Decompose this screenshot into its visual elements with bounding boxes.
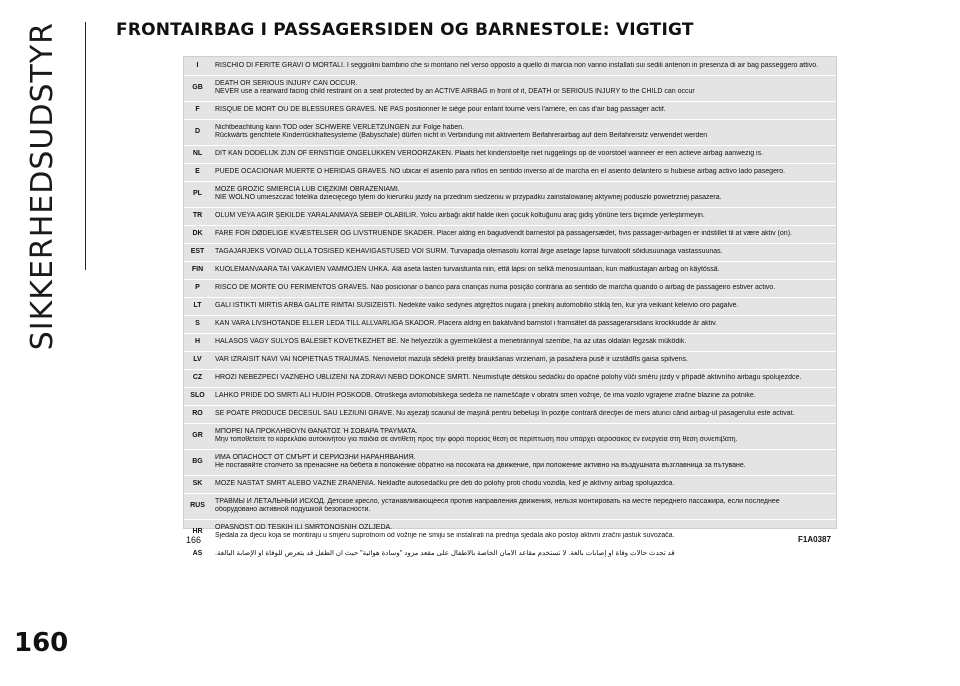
table-row — [184, 369, 836, 387]
warning-line: KAN VARA LIVSHOTANDE ELLER LEDA TILL ALLVARLIGA SKADOR. Placera aldrig en bakåtvänd barnstol i framsätet då passagerarsidans krockkudde är aktiv. — [215, 319, 718, 327]
table-row — [184, 181, 836, 207]
warning-text — [211, 423, 836, 449]
language-code: LT — [184, 297, 211, 315]
language-code: DK — [184, 225, 211, 243]
table-row — [184, 519, 836, 545]
warning-text — [211, 351, 836, 369]
warning-line: SE POATE PRODUCE DECESUL SAU LEZIUNI GRAVE. Nu aşezaţi scaunul de maşină pentru bebeluşi în poziţie contrară direcţiei de mers atunci când airbag-ul pasagerului este activat. — [215, 409, 795, 417]
warning-line: Rückwärts gerichtete Kinderrückhaltesysteme (Babyschale) dürfen nicht in Verbindung mit aktiviertem Beifahrerairbag auf dem Beifahrersitz verwendet werden — [215, 132, 708, 139]
warning-line: قد تحدث حالات وفاة أو إصابات بالغة. لا تستخدم مقاعد الأمان الخاصة بالأطفال على مقعد مزود "وسادة هوائية" حيث أن الطفل قد يتعرض للوفاة أو الإصابة البالغة. — [215, 549, 675, 557]
warning-text — [211, 405, 836, 423]
table-row — [184, 333, 836, 351]
warning-line: FARE FOR DØDELIGE KVÆSTELSER OG LIVSTRUENDE SKADER. Placer aldrig en bagudvendt barnestol på passagersædet, hvis passager-airbagen er indstillet til at være aktiv (on). — [215, 229, 792, 237]
warning-text — [211, 207, 836, 225]
warning-line: HROZÍ NEBEZPEČÍ VÁŽNÉHO ÚBLIŽENÍ NA ZDRAVÍ NEBO DOKONCE SMRTI. Neumisťujte dětskou sedačku do opačné polohy vůči směru jízdy v případě aktivního airbagu spolujezdce. — [215, 373, 802, 381]
warning-line: MOŻE GROZIĆ ŚMIERCIA LUB CIĘŻKIMI OBRAŻENIAMI. — [215, 185, 400, 193]
table-row — [184, 145, 836, 163]
warning-line: DEATH OR SERIOUS INJURY CAN OCCUR. — [215, 79, 358, 87]
warning-text — [211, 297, 836, 315]
warning-text — [211, 475, 836, 493]
warning-line: оборудовано активной подушкой безопасности. — [215, 506, 371, 513]
warning-line: Nichtbeachtung kann TOD oder SCHWERE VERLETZUNGEN zur Folge haben. — [215, 123, 465, 131]
language-code: GB — [184, 75, 211, 101]
warning-line: DIT KAN DODELIJK ZIJN OF ERNSTIGE ONGELUKKEN VEROORZAKEN. Plaats het kinderstoeltje niet ruggelings op de voorstoel wanneer er een actieve airbag aanwezig is. — [215, 149, 764, 157]
warning-line: Не поставяйте столчето за пренасяне на бебета в положение обратно на посоката на движение, при положение активно на въздушната възглавница за пътуване. — [215, 462, 746, 469]
table-row — [184, 279, 836, 297]
warning-text — [211, 261, 836, 279]
warning-line: NIE WOLNO umieszczać fotelika dziecięcego tyłem do kierunku jazdy na przednim siedzeniu w przypadku zainstalowanej aktywnej poduszki powietrznej pasażera. — [215, 194, 722, 201]
warning-text — [211, 181, 836, 207]
language-code: S — [184, 315, 211, 333]
language-code: I — [184, 57, 211, 75]
table-row — [184, 261, 836, 279]
table-row — [184, 119, 836, 145]
table-row — [184, 57, 836, 75]
section-divider — [85, 22, 86, 270]
warning-line: Μην τοποθετείτε το καρεκλάκι αυτοκινήτου για παιδιά σε αντίθετη προς την φορά πορείας θέση σε περίπτωση που υπάρχει αερόσακος εν ενεργεία στη θέση συνεπιβάτη. — [215, 436, 738, 443]
warning-text — [211, 369, 836, 387]
warning-line: ΜΠΟΡΕΙ ΝΑ ΠΡΟΚΛΗΘΟΥΝ ΘΑΝΑΤΟΣ Ή ΣΟΒΑΡΑ ΤΡΑΥΜΑΤΑ. — [215, 427, 418, 435]
table-row — [184, 315, 836, 333]
warning-line: ТРАВМЫ И ЛЕТАЛЬНЫЙ ИСХОД. Детское кресло, устанавливающееся против направления движения, нельзя монтировать на месте переднего пассажира, если последнее — [215, 497, 780, 505]
table-row — [184, 243, 836, 261]
warning-text — [211, 315, 836, 333]
warning-line: NEVER use a rearward facing child restraint on a seat protected by an ACTIVE AIRBAG in front of it, DEATH or SERIOUS INJURY to the CHILD can occur — [215, 88, 695, 95]
language-code: BG — [184, 449, 211, 475]
language-code: E — [184, 163, 211, 181]
warning-text — [211, 163, 836, 181]
language-code: GR — [184, 423, 211, 449]
warning-line: MÔŽE NASTAŤ SMRŤ ALEBO VÁŽNE ZRANENIA. Neklaďte autosedačku pre deti do polohy proti chodu vozidla, keď je aktívny airbag spolujazdca. — [215, 479, 675, 487]
table-row — [184, 207, 836, 225]
warning-line: RISCHIO DI FERITE GRAVI O MORTALI. I seggiolini bambino che si montano nel verso opposto a quello di marcia non vanno installati sui sedili anteriori in presenza di air bag passeggero attivo. — [215, 61, 819, 69]
language-code: TR — [184, 207, 211, 225]
language-code: F — [184, 101, 211, 119]
language-code: H — [184, 333, 211, 351]
warning-text — [211, 493, 836, 519]
warning-text — [211, 225, 836, 243]
table-row — [184, 225, 836, 243]
figure-page-ref: 166 — [186, 535, 202, 545]
page-heading: FRONTAIRBAG I PASSAGERSIDEN OG BARNESTOLE: VIGTIGT — [116, 20, 694, 40]
warning-table — [184, 57, 836, 564]
warning-text — [211, 545, 836, 563]
table-row — [184, 475, 836, 493]
warning-text — [211, 449, 836, 475]
language-code: RO — [184, 405, 211, 423]
section-title-text: SIKKERHEDSUDSTYR — [25, 22, 60, 351]
warning-line: ÖLÜM VEYA AĞIR ŞEKİLDE YARALANMAYA SEBEP OLABİLİR. Yolcu airbağı aktif halde iken çocuk koltuğunu araç gidiş yönüne ters biçimde yerleştirmeyin. — [215, 211, 705, 219]
warning-text — [211, 119, 836, 145]
warning-line: LAHKO PRIDE DO SMRTI ALI HUDIH POŠKODB. Otroškega avtomobilskega sedeža ne nameščajte v obratni smeri vožnje, če ima vozilo vgrajene zračne blazine za potnike. — [215, 391, 756, 399]
table-row — [184, 101, 836, 119]
language-code: SLO — [184, 387, 211, 405]
warning-line: Sjedala za djecu koja se montiraju u smjeru suprotnom od vožnje ne smiju se instalirati na prednja sjedala ako postoji aktivni zračni jastuk suvozača. — [215, 532, 675, 539]
warning-line: OPASNOST OD TEŠKIH ILI SMRTONOSNIH OZLJEDA. — [215, 523, 393, 531]
table-row — [184, 545, 836, 563]
warning-line: PUEDE OCACIONAR MUERTE O HERIDAS GRAVES. NO ubicar el asiento para niños en sentido inverso al de marcha en el asiento delantero si hubiese airbag activo lado pasegero. — [215, 167, 786, 175]
warning-text — [211, 57, 836, 75]
table-row — [184, 351, 836, 369]
language-code: FIN — [184, 261, 211, 279]
warning-line: GALI IŠTIKTI MIRTIS ARBA GALITE RIMTAI SUSIŽEISTI. Nedėkite vaiko sėdynės atgręžtos nugara į priekinį automobilio stiklą ten, kur yra veikiant keleivio oro pagalvė. — [215, 301, 739, 309]
warning-text — [211, 333, 836, 351]
warning-text — [211, 75, 836, 101]
table-row — [184, 493, 836, 519]
warning-line: KUOLEMANVAARA TAI VAKAVIEN VAMMOJEN UHKA. Älä aseta lasten turvaistuinta niin, että lapsi on selkä menosuuntaan, kun matkustajan airbag on käytössä. — [215, 265, 720, 273]
table-row — [184, 387, 836, 405]
page-number: 160 — [14, 628, 69, 658]
warning-text — [211, 145, 836, 163]
table-row — [184, 163, 836, 181]
language-code: AS — [184, 545, 211, 563]
warning-text — [211, 243, 836, 261]
warning-line: RISCO DE MORTE OU FERIMENTOS GRAVES. Não posicionar o banco para crianças numa posição contrária ao sentido de marcha quando o airbag de passageiro estiver activo. — [215, 283, 776, 291]
warning-text — [211, 279, 836, 297]
language-code: SK — [184, 475, 211, 493]
language-code: HR — [184, 519, 211, 545]
language-code: EST — [184, 243, 211, 261]
table-row — [184, 75, 836, 101]
warning-line: VAR IZRAISĪT NĀVI VAI NOPIETNAS TRAUMAS. Nenovietot mazuļa sēdekli pretēji braukšanas virzienam, ja pasažiera pusē ir uzstādīts gaisa spilvens. — [215, 355, 688, 363]
table-row — [184, 297, 836, 315]
table-row — [184, 405, 836, 423]
language-code: RUS — [184, 493, 211, 519]
table-row — [184, 423, 836, 449]
figure-code: F1A0387 — [798, 535, 831, 544]
language-code: PL — [184, 181, 211, 207]
section-title — [0, 22, 85, 351]
language-code: P — [184, 279, 211, 297]
warning-line: TAGAJÄRJEKS VÕIVAD OLLA TÕSISED KEHAVIGASTUSED VÕI SURM. Turvapadja olemasolu korral ärge asetage lapse turvatoolt sõidusuunaga vastassuunas. — [215, 247, 723, 255]
language-code: LV — [184, 351, 211, 369]
warning-text — [211, 101, 836, 119]
table-row — [184, 449, 836, 475]
warning-text — [211, 519, 836, 545]
language-code: D — [184, 119, 211, 145]
warning-line: RISQUE DE MORT OU DE BLESSURES GRAVES. NE PAS positionner le siège pour enfant tourné vers l'arrière, en cas d'air bag passager actif. — [215, 105, 666, 113]
language-code: CZ — [184, 369, 211, 387]
warning-line: ИМА ОПАСНОСТ ОТ СМЪРТ И СЕРИОЗНИ НАРАНЯВАНИЯ. — [215, 453, 416, 461]
warning-text — [211, 387, 836, 405]
language-code: NL — [184, 145, 211, 163]
warning-line: HALÁSOS VAGY SÚLYOS BALESET KÖVETKEZHET BE. Ne helyezzük a gyermekülést a menetiránnyal szembe, ha az utas oldalán légzsák működik. — [215, 337, 687, 345]
